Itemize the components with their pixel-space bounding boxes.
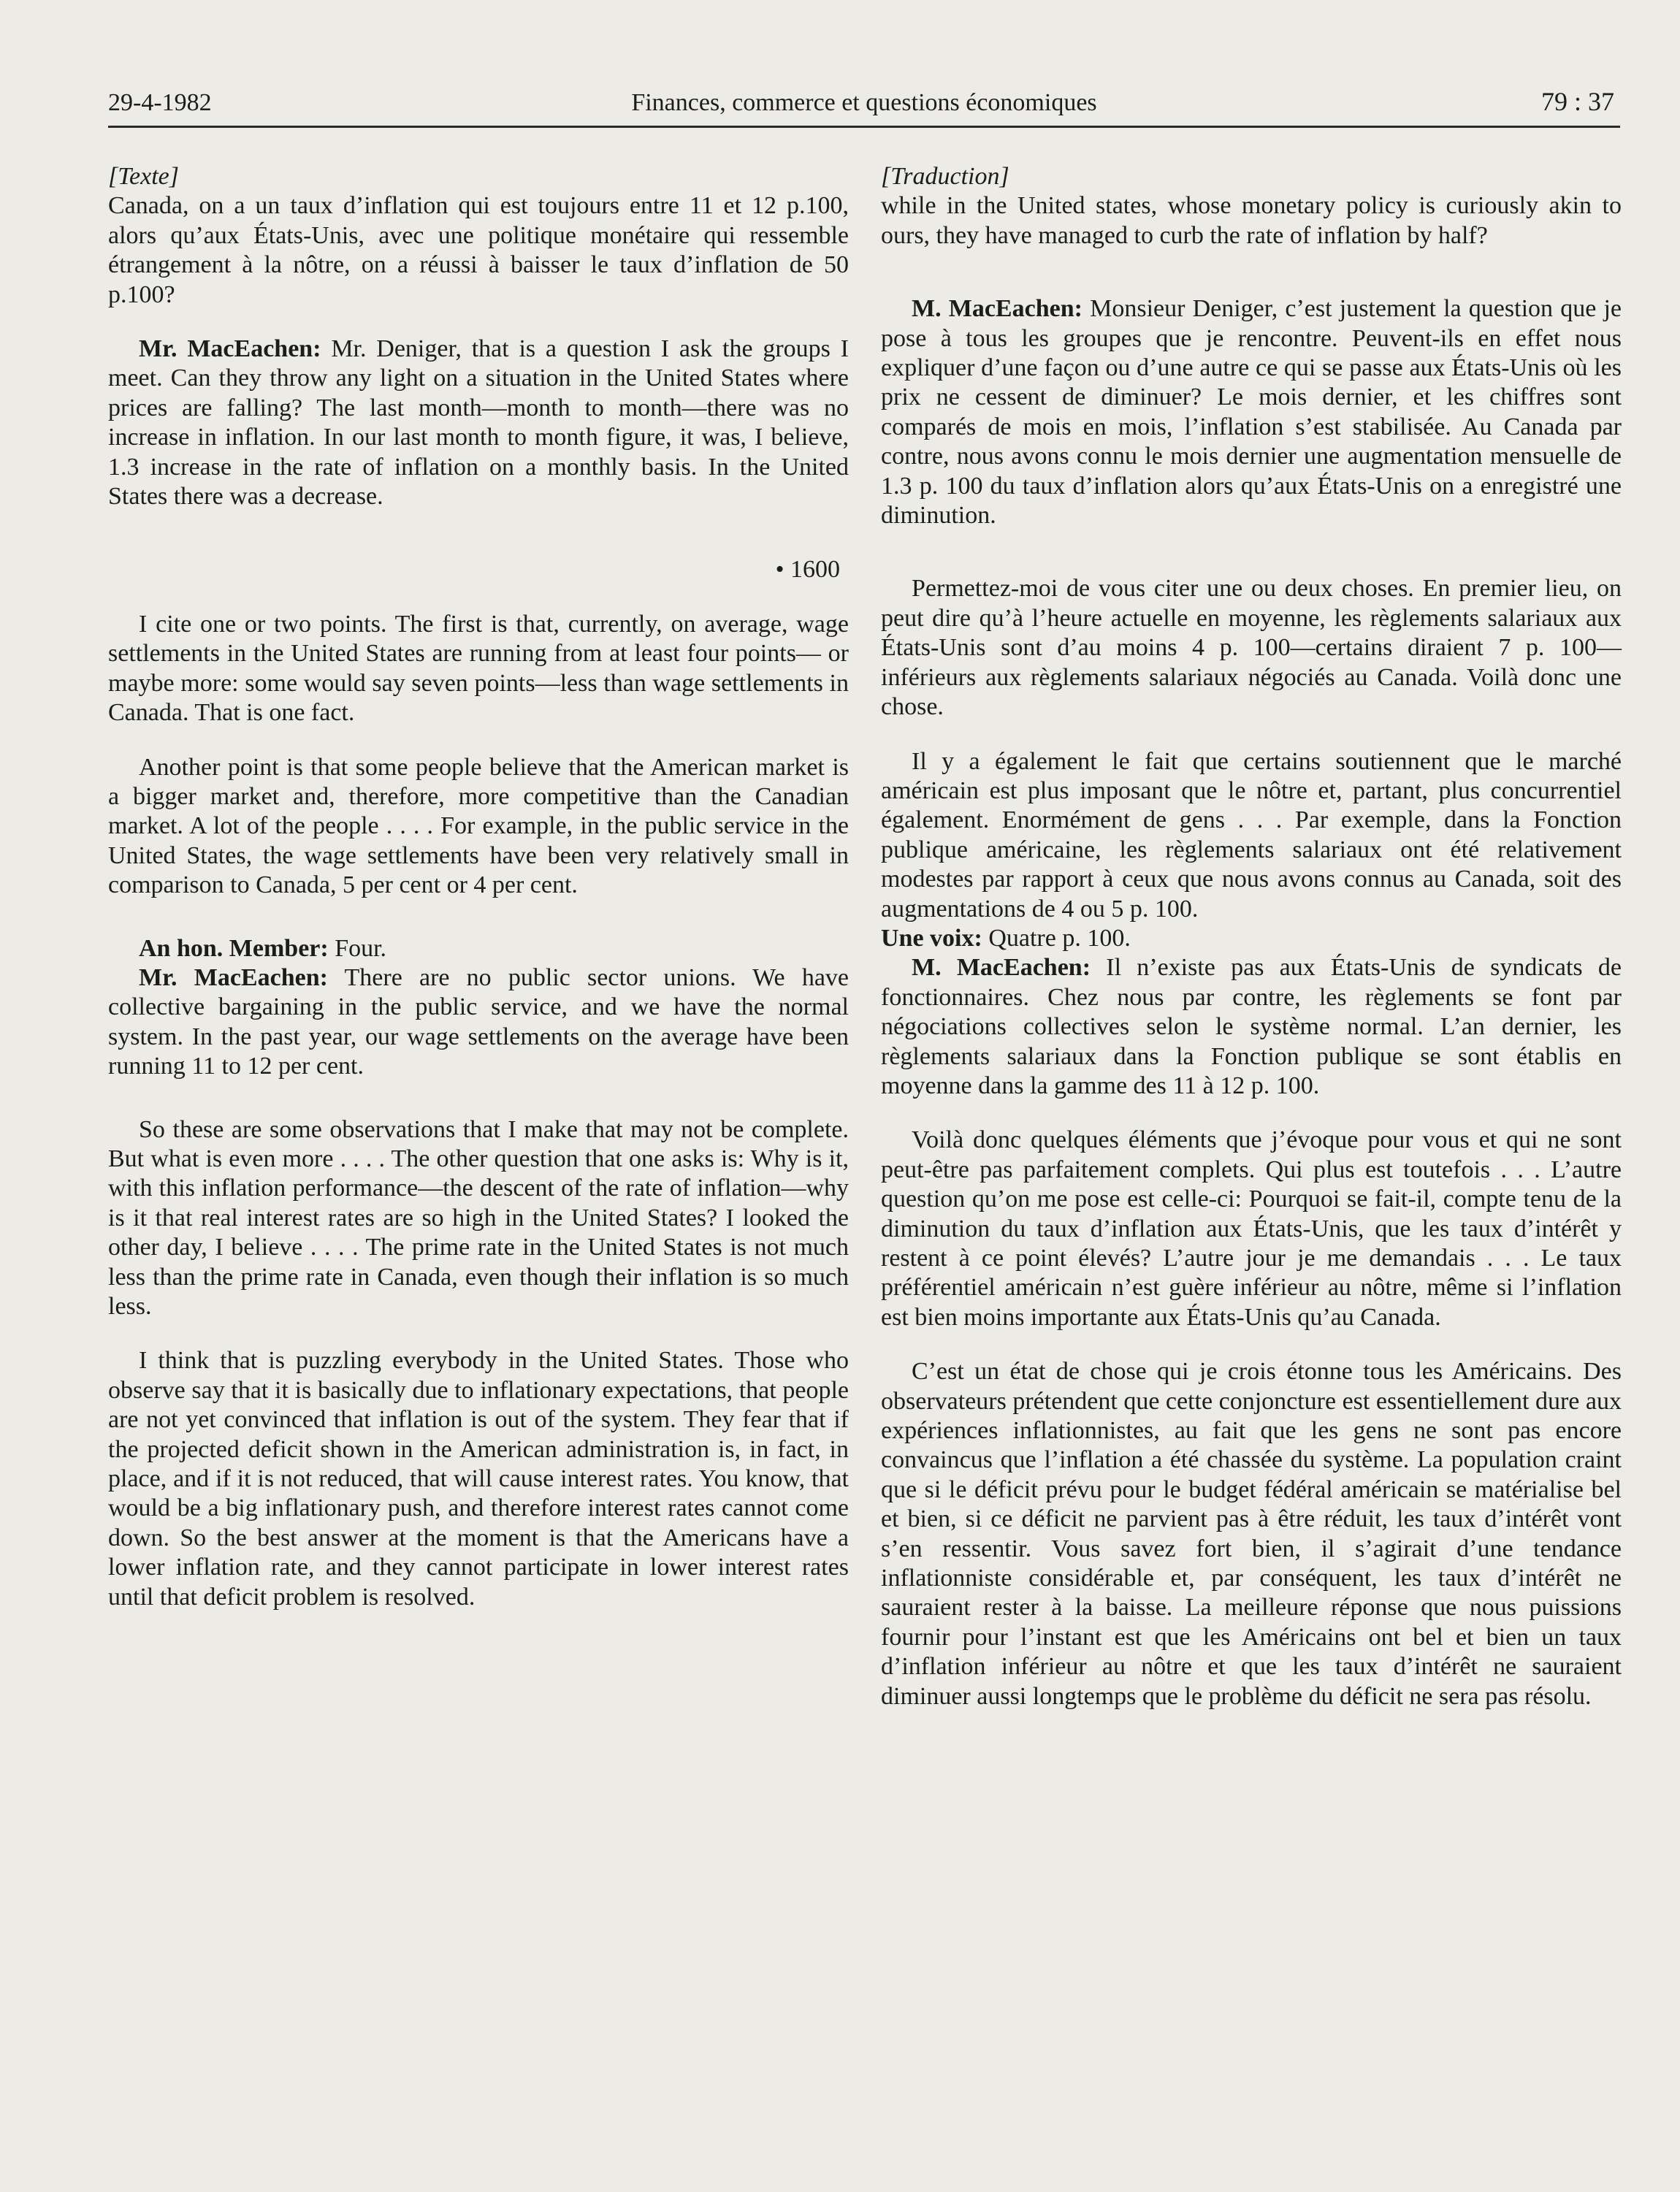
left-column-label: [Texte] xyxy=(108,163,179,190)
left-paragraph-8: I think that is puzzling everybody in the United States. Those who observe say that it is basically due to inflationary expectations, that people are not yet convinced that inflation is out of the system. They fear that if the projected deficit shown in the American administration is, in fact, in place, and if it is not reduced, that will cause interest rates. You know, that would be a big inflationary push, and therefore interest rates cannot come down. So the best answer at the moment is that the Americans have a lower inflation rate, and they cannot participate in lower interest rates until that deficit problem is resolved. xyxy=(108,1347,849,1611)
speech-text: There are no public sector unions. We have collective bargaining in the public service, and we have the normal system. In the past year, our wage settlements on the average have been running 11 to 12 per cent. xyxy=(108,963,849,1080)
speech-text: Il n’existe pas aux États-Unis de syndicats de fonctionnaires. Chez nous par contre, les règlements se font par négociations collectives selon le système normal. L’an dernier, les règlements salariaux dans la Fonction publique se sont établis en moyenne dans la gamme des 11 à 12 p. 100. xyxy=(881,954,1622,1099)
right-paragraph-8: C’est un état de chose qui je crois étonne tous les Américains. Des observateurs prétendent que cette conjoncture est essentiellement dure aux expériences inflationnistes, au fait que les gens ne sont pas encore convaincus que l’inflation a été chassée du système. La population craint que si le déficit prévu pour le budget fédéral américain se matérialise bel et bien, si ce déficit ne parvient pas à être réduit, les taux d’intérêt vont s’en ressentir. Vous savez fort bien, il s’agirait d’une tendance inflationniste considérable et, par conséquent, les taux d’intérêt ne sauraient rester à la baisse. La meilleure réponse que nous puissions fournir pour l’instant est que les Américains ont bel et bien un taux d’inflation inférieur au nôtre et que les taux d’intérêt ne sauraient diminuer aussi longtemps que le problème du déficit ne sera pas résolu. xyxy=(881,1358,1622,1710)
right-column-label: [Traduction] xyxy=(881,163,1009,190)
header-title: Finances, commerce et questions économiques xyxy=(631,89,1097,116)
right-paragraph-5 xyxy=(881,924,1622,953)
page-header xyxy=(108,82,1620,128)
speaker-name: Mr. MacEachen: xyxy=(139,963,328,991)
left-paragraph-7: So these are some observations that I make that may not be complete. But what is even more . . . . The other question that one asks is: Why is it, with this inflation performance—the descent of the rate of inflation—why is it that real interest rates are so high in the United States? I looked the other day, I believe . . . . The prime rate in the United States is not much less than the prime rate in Canada, even though their inflation is so much less. xyxy=(108,1115,849,1320)
header-date: 29-4-1982 xyxy=(108,89,212,116)
left-paragraph-4: Another point is that some people believe that the American market is a bigger market and, therefore, more competitive than the Canadian market. A lot of the people . . . . For example, in the public service in the United States, the wage settlements have been very relatively small in comparison to Canada, 5 per cent or 4 per cent. xyxy=(108,753,849,899)
speech-text: Monsieur Deniger, c’est justement la question que je pose à tous les groupes que je rencontre. Peuvent-ils en effet nous expliquer d’une façon ou d’une autre ce qui se passe aux États-Unis où les prix ne cessent de diminuer? Le mois dernier, et les chiffres sont comparés de mois en mois, l’inflation s’est stabilisée. Au Canada par contre, nous avons connu le mois dernier une augmentation mensuelle de 1.3 p. 100 du taux d’inflation alors qu’aux États-Unis on a enregistré une diminution. xyxy=(881,295,1622,530)
left-paragraph-1: Canada, on a un taux d’inflation qui est toujours entre 11 et 12 p.100, alors qu’aux États-Unis, avec une politique monétaire qui ressemble étrangement à la nôtre, on a réussi à baisser le taux d’inflation de 50 p.100? xyxy=(108,192,849,308)
speaker-name: Mr. MacEachen: xyxy=(139,335,321,363)
right-paragraph-7: Voilà donc quelques éléments que j’évoque pour vous et qui ne sont peut-être pas parfaitement complets. Qui plus est toutefois . . . L’autre question qu’on me pose est celle-ci: Pourquoi se fait-il, compte tenu de la diminution du taux d’inflation aux États-Unis, que les taux d’intérêt y restent à ce point élevés? L’autre jour je me demandais . . . Le taux préférentiel américain n’est guère inférieur au nôtre, même si l’inflation est bien moins importante aux États-Unis qu’au Canada. xyxy=(881,1126,1622,1331)
right-paragraph-1: while in the United states, whose monetary policy is curiously akin to ours, they have managed to curb the rate of inflation by half? xyxy=(881,192,1622,249)
left-paragraph-2 xyxy=(108,335,849,511)
speaker-name: M. MacEachen: xyxy=(912,954,1091,982)
left-column-english xyxy=(108,162,849,1612)
left-paragraph-5 xyxy=(108,934,849,963)
speaker-name: An hon. Member: xyxy=(139,934,329,962)
speech-text: Mr. Deniger, that is a question I ask the groups I meet. Can they throw any light on a situation in the United States where prices are falling? The last month—month to month—there was no increase in inflation. In our last month to month figure, it was, I believe, 1.3 increase in the rate of inflation on a monthly basis. In the United States there was a decrease. xyxy=(108,335,849,511)
right-paragraph-2 xyxy=(881,294,1622,530)
right-column-french xyxy=(881,162,1622,1711)
speech-text: Quatre p. 100. xyxy=(982,924,1131,952)
speech-text: Four. xyxy=(328,934,387,962)
speaker-name: Une voix: xyxy=(881,924,982,952)
header-page-number: 79 : 37 xyxy=(1540,87,1614,116)
right-paragraph-3: Permettez-moi de vous citer une ou deux choses. En premier lieu, on peut dire qu’à l’heure actuelle en moyenne, les règlements salariaux aux États-Unis sont d’au moins 4 p. 100—certains diraient 7 p. 100—inférieurs aux règlements salariaux négociés au Canada. Voilà donc une chose. xyxy=(881,575,1622,721)
left-paragraph-3: I cite one or two points. The first is that, currently, on average, wage settlements in the United States are running from at least four points— or maybe more: some would say seven points—less than wage settlements in Canada. That is one fact. xyxy=(108,610,849,727)
right-paragraph-4: Il y a également le fait que certains soutiennent que le marché américain est plus imposant que le nôtre et, partant, plus concurrentiel également. Enormément de gens . . . Par exemple, dans la Fonction publique américaine, les règlements salariaux ont été relativement modestes par rapport à ceux que nous avons connus au Canada, soit des augmentations de 4 ou 5 p. 100. xyxy=(881,747,1622,923)
left-paragraph-6 xyxy=(108,963,849,1082)
right-paragraph-6 xyxy=(881,953,1622,1101)
speaker-name: M. MacEachen: xyxy=(912,295,1083,323)
time-marker: • 1600 xyxy=(775,556,840,584)
